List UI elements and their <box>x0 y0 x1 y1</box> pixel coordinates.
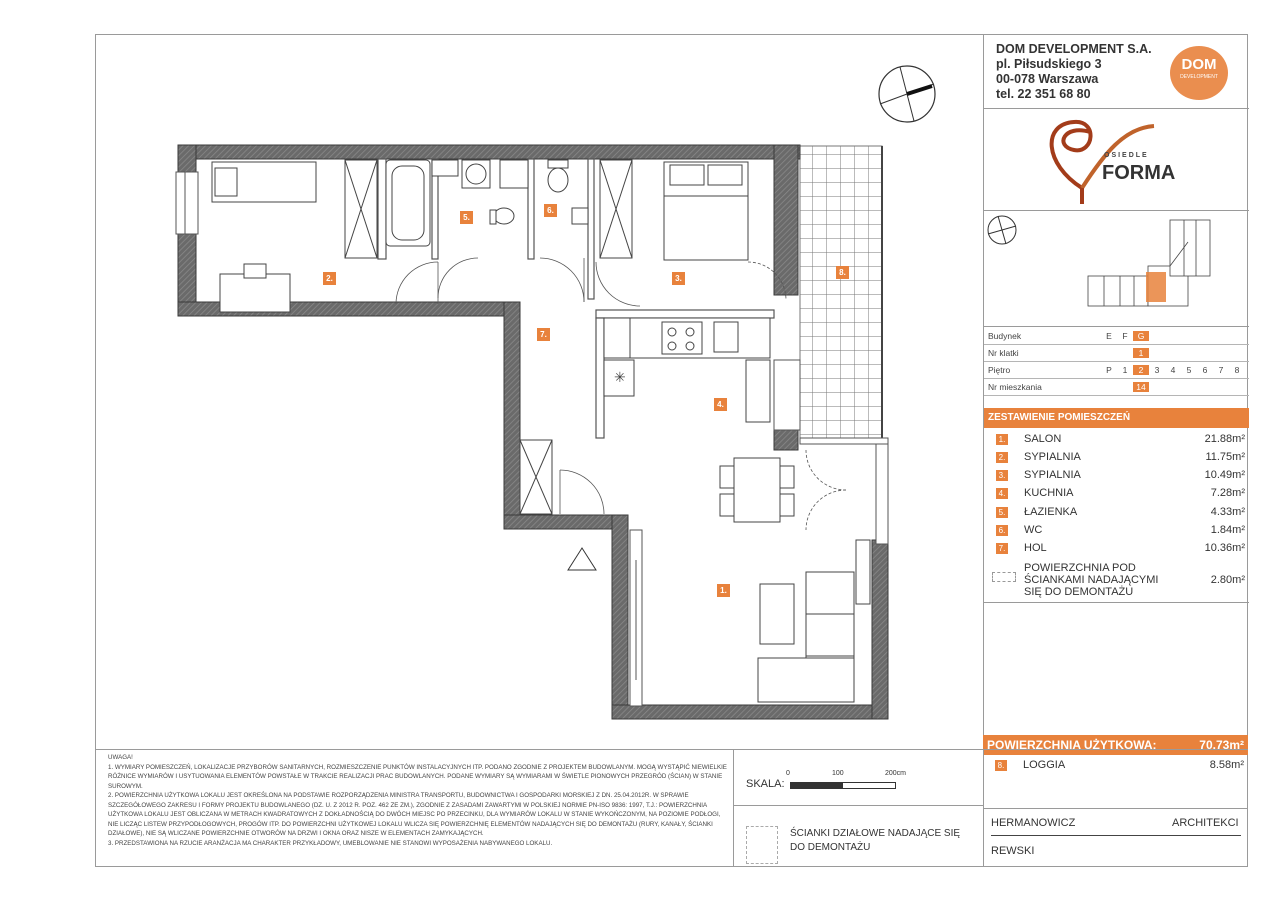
company-city: 00-078 Warszawa <box>996 72 1099 86</box>
room-label-3: 3. <box>672 272 685 285</box>
room-num: 4. <box>996 488 1008 499</box>
dom-development-logo <box>1164 42 1234 102</box>
room-area: 11.75m² <box>1205 451 1245 463</box>
staircase-row <box>984 345 1249 362</box>
architect-name-3: REWSKI <box>991 845 1035 857</box>
room-area: 1.84m² <box>1210 524 1245 536</box>
company-address <box>996 42 1152 102</box>
legend-line2: DO DEMONTAŻU <box>790 842 871 853</box>
room-row-4 <box>984 484 1249 502</box>
loggia-area: 8.58m² <box>1209 759 1244 771</box>
rooms-header: ZESTAWIENIE POMIESZCZEŃ <box>984 408 1249 428</box>
scale-tick-0: 0 <box>786 770 790 777</box>
building-g: G <box>1133 331 1149 341</box>
company-name: DOM DEVELOPMENT S.A. <box>996 42 1152 56</box>
scale-label: SKALA: <box>746 778 785 790</box>
room-row-3 <box>984 466 1249 484</box>
floor-1: 1 <box>1122 365 1128 375</box>
notes-title: UWAGA! <box>108 754 133 761</box>
company-phone: tel. 22 351 68 80 <box>996 87 1091 101</box>
demolition-line2: ŚCIANKAMI NADAJĄCYMI <box>1024 574 1159 586</box>
floor-p: P <box>1106 365 1112 375</box>
room-name: ŁAZIENKA <box>1024 506 1078 518</box>
room-name: SYPIALNIA <box>1024 469 1081 481</box>
floor-7: 7 <box>1218 365 1224 375</box>
legend-hatch-icon <box>746 826 778 864</box>
demolition-line1: POWIERZCHNIA POD <box>1024 562 1136 574</box>
room-name: SALON <box>1024 433 1062 445</box>
staircase-label: Nr klatki <box>988 348 1019 358</box>
forma-logo-top: OSIEDLE <box>1104 152 1149 159</box>
room-name: SYPIALNIA <box>1024 451 1081 463</box>
room-label-1: 1. <box>717 584 730 597</box>
floor-3: 3 <box>1154 365 1160 375</box>
room-label-6: 6. <box>544 204 557 217</box>
room-row-6 <box>984 521 1249 539</box>
apartment-value: 14 <box>1133 382 1149 392</box>
note-3: 3. PRZEDSTAWIONA NA RZUCIE ARANŻACJA MA CHARAKTER PRZYKŁADOWY, UMEBLOWANIE NIE STANOWI WYPOSAŻENIA NABYWANEGO LOKALU. <box>108 839 553 847</box>
floor-label: Piętro <box>988 365 1011 375</box>
room-num: 7. <box>996 543 1008 554</box>
building-f: F <box>1122 331 1128 341</box>
room-row-2 <box>984 448 1249 466</box>
room-name: WC <box>1024 524 1043 536</box>
apartment-label: Nr mieszkania <box>988 382 1042 392</box>
north-arrow-icon <box>879 66 935 122</box>
loggia-num: 8. <box>995 760 1007 771</box>
usable-area-bar <box>983 735 1248 755</box>
note-1: 1. WYMIARY POMIESZCZEŃ, LOKALIZACJE PRZYBORÓW SANITARNYCH, ROZMIESZCZENIE PUNKTÓW INSTALACYJNYCH ITP. PODANO ZGODNIE Z PROJEKTEM BUDOWLANYM. MOGĄ WYSTĄPIĆ NIEWIELKIE RÓŻNICE WYMIARÓW I USYTUOWANIA ELEMENTÓW POWSTAŁE W TRAKCIE REALIZACJI PRAC BUDOWLANYCH. PODANE WYMIARY SĄ WYMIARAMI W ŚWIETLE PIONOWYCH PRZEGRÓD (ŚCIAN) W STANIE SUROWYM. <box>108 763 727 790</box>
svg-text:✳: ✳ <box>614 369 626 385</box>
loggia-row <box>983 757 1248 775</box>
mini-north-arrow-icon <box>988 216 1016 244</box>
room-num: 3. <box>996 470 1008 481</box>
room-area: 4.33m² <box>1210 506 1245 518</box>
notes-block <box>108 753 728 848</box>
room-num: 1. <box>996 434 1008 445</box>
architect-name-1: HERMANOWICZ <box>991 817 1076 829</box>
room-label-4: 4. <box>714 398 727 411</box>
room-label-2: 2. <box>323 272 336 285</box>
room-num: 6. <box>996 525 1008 536</box>
demolition-area: 2.80m² <box>1210 574 1245 586</box>
room-row-5 <box>984 503 1249 521</box>
loggia-area <box>800 146 882 438</box>
room-area: 21.88m² <box>1204 433 1245 445</box>
apartment-selector <box>984 328 1249 396</box>
building-e: E <box>1106 331 1112 341</box>
info-panel <box>983 34 1249 749</box>
room-name: KUCHNIA <box>1024 487 1074 499</box>
floor-6: 6 <box>1202 365 1208 375</box>
note-2: 2. POWIERZCHNIA UŻYTKOWA LOKALU JEST OKREŚLONA NA PODSTAWIE ROZPORZĄDZENIA MINISTRA TRANSPORTU, BUDOWNICTWA I GOSPODARKI MORSKIEJ Z DN. 25.04.2012R. W SPRAWIE SZCZEGÓŁOWEGO ZAKRESU I FORMY PROJEKTU BUDOWLANEGO (DZ. U. Z 2012 R. POZ. 462 ZE ZM.), ZGODNIE Z ZASADAMI ZAWARTYMI W POLSKIEJ NORMIE PN-ISO 9836: 1997, T.J.: POWIERZCHNIA UŻYTKOWA LOKALU JEST OBLICZANA W METRACH KWADRATOWYCH Z DOKŁADNOŚCIĄ DO DWÓCH MIEJSC PO PRZECINKU, DLA WYMIARÓW LOKALU W STANIE WYKOŃCZONYM, NA POZIOMIE PODŁOGI, NIE LICZĄC LISTEW PRZYPODŁOGOWYCH, PROGÓW ITP. DO POWIERZCHNI UŻYTKOWEJ LOKALU WLICZA SIĘ POWIERZCHNIĘ ELEMENTÓW NADAJĄCYCH SIĘ DO DEMONTAŻU (RURY, KANAŁY, ŚCIANKI DZIAŁOWE), NIE SĄ WLICZANE POWIERZCHNIE OTWORÓW NA DRZWI I OKNA ORAZ NISZE W ELEMENTACH ZAMYKAJĄCYCH. <box>108 792 721 837</box>
legend-line1: ŚCIANKI DZIAŁOWE NADAJĄCE SIĘ <box>790 828 961 839</box>
room-label-7: 7. <box>537 328 550 341</box>
scale-tick-100: 100 <box>832 770 844 777</box>
floor-row <box>984 362 1249 379</box>
scale-bar <box>790 782 896 789</box>
architect-name-2: ARCHITEKCI <box>1172 817 1239 829</box>
room-row-7 <box>984 539 1249 557</box>
demolition-row <box>984 558 1249 602</box>
loggia-name: LOGGIA <box>1023 759 1066 771</box>
apartment-row <box>984 379 1249 396</box>
forma-logo <box>1034 114 1194 210</box>
room-row-1 <box>984 430 1249 448</box>
demolition-line3: SIĘ DO DEMONTAŻU <box>1024 586 1134 598</box>
logo-subtext: DEVELOPMENT <box>1180 74 1218 80</box>
floor-2: 2 <box>1133 365 1149 375</box>
usable-area: 70.73m² <box>1199 738 1244 752</box>
room-area: 10.36m² <box>1204 542 1245 554</box>
room-num: 2. <box>996 452 1008 463</box>
floor-4: 4 <box>1170 365 1176 375</box>
key-plan <box>984 212 1249 324</box>
room-num: 5. <box>996 507 1008 518</box>
company-street: pl. Piłsudskiego 3 <box>996 57 1102 71</box>
room-label-8: 8. <box>836 266 849 279</box>
hatch-swatch-icon <box>992 572 1016 582</box>
logo-text: DOM <box>1181 56 1217 73</box>
room-area: 10.49m² <box>1204 469 1245 481</box>
forma-logo-bottom: FORMA <box>1102 162 1176 184</box>
usable-label: POWIERZCHNIA UŻYTKOWA: <box>987 738 1157 752</box>
scale-tick-200: 200cm <box>885 770 907 777</box>
building-row <box>984 328 1249 345</box>
staircase-value: 1 <box>1133 348 1149 358</box>
floor-5: 5 <box>1186 365 1192 375</box>
room-name: HOL <box>1024 542 1047 554</box>
room-label-5: 5. <box>460 211 473 224</box>
building-label: Budynek <box>988 331 1022 341</box>
room-area: 7.28m² <box>1210 487 1245 499</box>
floor-8: 8 <box>1234 365 1240 375</box>
